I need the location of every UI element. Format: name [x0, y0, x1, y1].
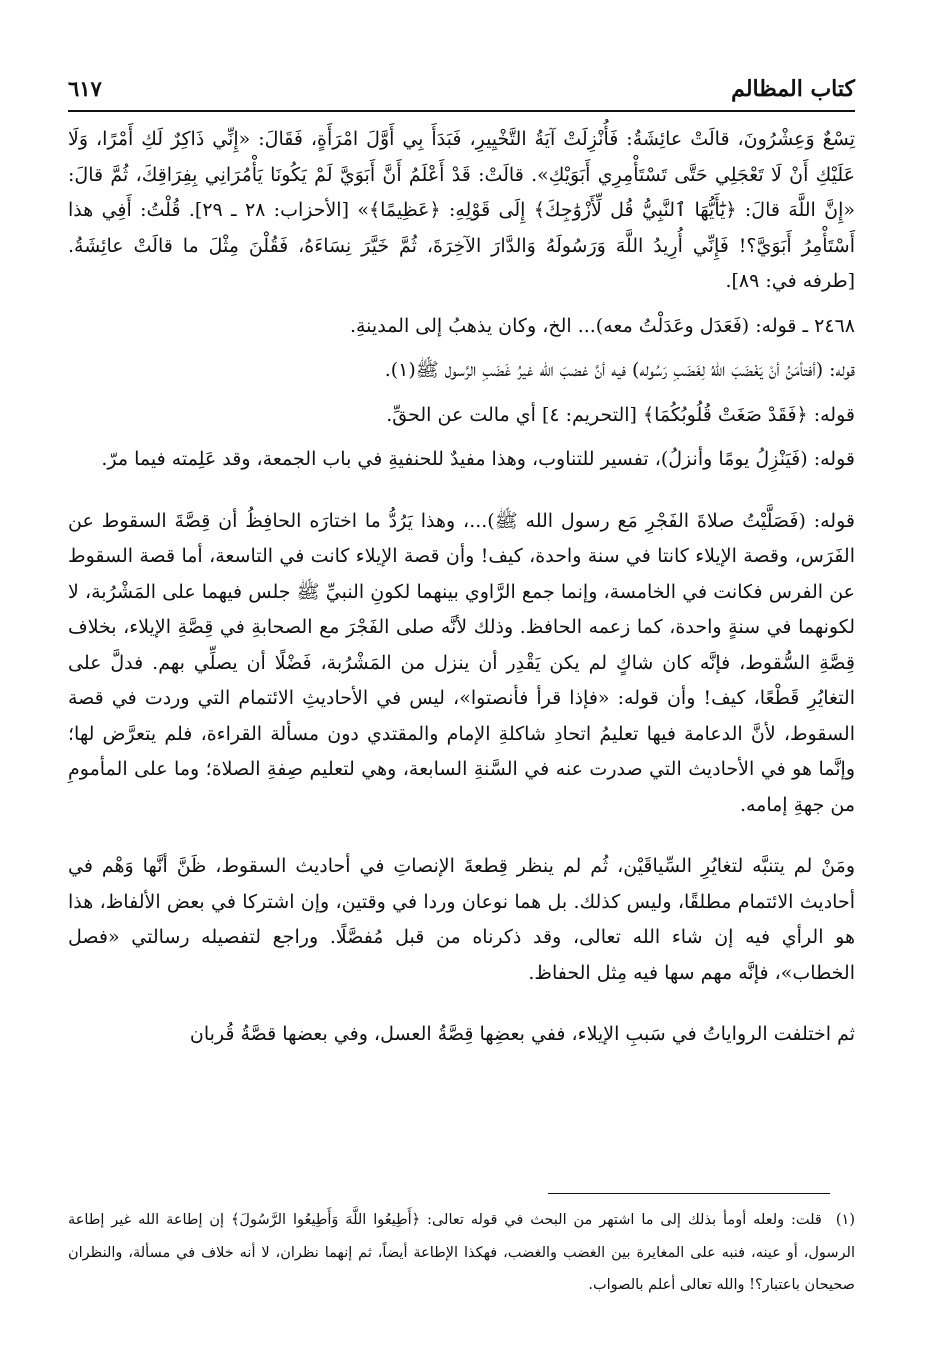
- commentary-paragraph: ٢٤٦٨ ـ قوله: (فَعَدَل وعَدَلْتُ معه)... الخ، وكان يذهبُ إلى المدينةِ.: [349, 314, 855, 337]
- main-text: [68, 122, 855, 1053]
- page-header: [68, 70, 855, 112]
- footnotes: [68, 1204, 855, 1302]
- commentary-paragraph: قوله: (أفتأمَنُ أنْ يَغْضَبَ اللهُ لِغَضَبِ رَسُوله) فيه أنَّ غضبَ الله غيرُ غَضَبِ الرَّسول ﷺ(١).: [384, 359, 855, 381]
- commentary-paragraph: ثم اختلفت الرواياتُ في سَببِ الإيلاء، ففي بعضِها قِصَّةُ العسل، وفي بعضها قصَّةُ قُربان: [189, 1023, 855, 1045]
- running-title: كتاب المظالم: [731, 76, 855, 102]
- hadith-text-paragraph: تِسْعٌ وَعِشْرُونَ، قالَتْ عائِشَةُ: فَأُنْزِلَتْ آيَةُ التَّخْيِيرِ، فَبَدَأَ بِي أَوَّلَ امْرَأَةٍ، فَقَالَ: «إِنِّي ذَاكِرٌ لَكِ أَمْرًا، وَلَا عَلَيْكِ أَنْ لَا تَعْجَلِي حَتَّى تَسْتَأْمِرِي أَبَوَيْكِ». قالَتْ: قَدْ أَعْلَمُ أَنَّ أَبَوَيَّ لَمْ يَكُونَا يَأْمُرَانِي بِفِرَاقِكَ، ثُمَّ قالَ: «إِنَّ اللَّهَ قالَ: ﴿يَٰٓأَيُّهَا ٱلنَّبِيُّ قُل لِّأَزْوَٰجِكَ﴾ إِلَى قَوْلِهِ: ﴿عَظِيمًا﴾» [الأحزاب: ٢٨ ـ ٢٩]. قُلْتُ: أَفِي هذا أَسْتَأْمِرُ أَبَوَيَّ؟! فَإِنِّي أُرِيدُ اللَّهَ وَرَسُولَهُ وَالدَّارَ الآخِرَةَ، ثُمَّ خَيَّرَ نِسَاءَهُ، فَقُلْنَ مِثْلَ ما قالَتْ عائِشَةُ. [طرفه في: ٨٩].: [68, 128, 855, 292]
- commentary-paragraph: قوله: ﴿فَقَدْ صَغَتْ قُلُوبُكُمَا﴾ [التحريم: ٤] أي مالت عن الحقِّ.: [386, 403, 855, 426]
- page-number: ٦١٧: [68, 76, 102, 101]
- footnote-number: (١): [835, 1212, 855, 1228]
- commentary-paragraph: ومَنْ لم يتنبَّه لتغايُرِ السِّياقَيْن، ثُم لم ينظر قِطعةَ الإنصاتِ في أحاديث السقوط، ظَنَّ أنَّها وَهْم في أحاديث الائتمام مطلقًا، وليس كذلك. بل هما نوعان وردا في وقتين، وإن اشتركا في بعض الألفاظ، هذا هو الرأي فيه إن شاء الله تعالى، وقد ذكرناه من قبل مُفصَّلًا. وراجع لتفصيله رسالتي «فصل الخطاب»، فإنَّه مهم سها فيه مِثل الحفاظ.: [68, 855, 855, 984]
- commentary-paragraph: قوله: (فَصَلَّيْتُ صلاةَ الفَجْرِ مَع رسول الله ﷺ)...، وهذا يَرُدُّ ما اختارَه الحافِظُ أن قِصَّةَ السقوط عن الفَرَس، وقصة الإيلاء كانتا في سنة واحدة، كيف! وأن قصة الإيلاء كانت في التاسعة، أما قصة السقوط عن الفرس فكانت في الخامسة، وإنما جمع الرَّاوي بينهما لكونِ النبيِّ ﷺ جلس فيهما على المَشْرُبة، لا لكونهما في سنةٍ واحدة، كما زعمه الحافظ. وذلك لأنَّه صلى الفَجْرَ مع الصحابةِ في قِصَّةِ الإيلاء، بخلاف قِصَّةِ السُّقوط، فإنَّه كان شاكٍ لم يكن يَقْدِر أن ينزل من المَشْرُبة، فَضْلًا أن يصلِّي بهم. فدلَّ على التغايُرِ قَطْعًا، كيف! وأن قوله: «فإذا قرأ فأنصتوا»، ليس في الأحاديثِ الائتمام التي وردت في قصة السقوط، لأنَّ الدعامة فيها تعليمُ اتحادِ شاكلةِ الإمام والمقتدي دون مسألة القراءة، فلم يتعرَّض لها؛ وإنَّما هو في الأحاديث التي صدرت عنه في السَّنةِ السابعة، وهي لتعليم صِفةِ الصلاة؛ وما على المأمومِ من جهةِ إمامه.: [68, 509, 855, 816]
- footnote: [68, 1204, 855, 1302]
- footnote-divider: [548, 1193, 830, 1194]
- commentary-paragraph: قوله: (فَيَنْزِلُ يومًا وأنزلُ)، تفسير للتناوب، وهذا مفيدٌ للحنفيةِ في باب الجمعة، وقد عَلِمته فيما مرّ.: [101, 448, 855, 470]
- footnote-text: قلت: ولعله أومأ بذلك إلى ما اشتهر من البحث في قوله تعالى: ﴿أَطِيعُوا اللَّهَ وَأَطِيعُوا الرَّسُولَ﴾ إن إطاعة الله غير إطاعة الرسول، أو عينه، فنبه على المغايرة بين الغضب والغضب، فهكذا الإطاعة أيضاً، ثم إنهما نظران، لا أنه خلاف في مسألة، والنظران صحيحان باعتبار؟! والله تعالى أعلم بالصواب.: [68, 1212, 855, 1293]
